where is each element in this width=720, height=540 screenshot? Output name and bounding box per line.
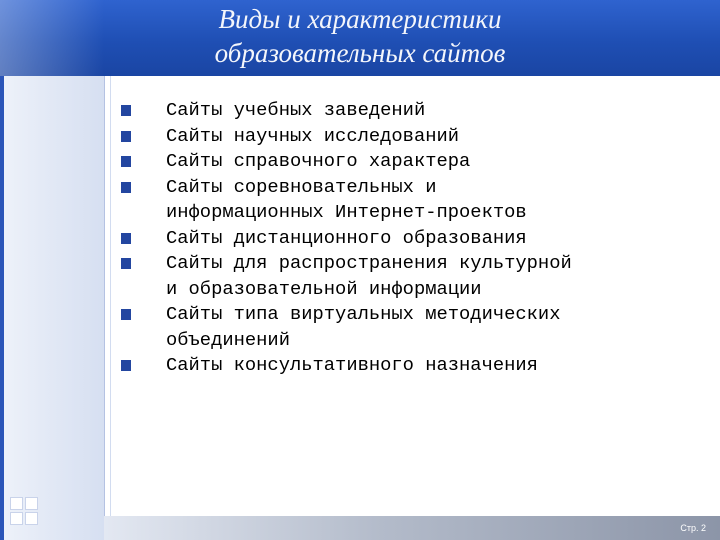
square-bullet-icon: [121, 258, 131, 269]
deco-square: [10, 497, 23, 510]
bullet-item: [118, 302, 708, 353]
left-sidebar-band: [0, 0, 104, 540]
square-bullet-icon: [121, 233, 131, 244]
bullet-text: Сайты учебных заведений: [166, 99, 426, 121]
square-bullet-icon: [121, 309, 131, 320]
bullet-text-continuation: объединений: [166, 328, 290, 351]
footer-bar: [104, 516, 720, 540]
page-number: Стр. 2: [680, 523, 706, 533]
square-bullet-icon: [121, 360, 131, 371]
bullet-item: [118, 98, 708, 124]
deco-square: [25, 512, 38, 525]
bullet-item: [118, 226, 708, 252]
bullet-text-continuation: информационных Интернет-проектов: [166, 201, 527, 223]
square-bullet-icon: [121, 156, 131, 167]
bullet-item: [118, 149, 708, 175]
sidebar-divider: [104, 0, 105, 540]
title-bar: [0, 0, 720, 76]
bullet-item: [118, 251, 708, 302]
bullet-item: [118, 353, 708, 379]
bullet-text-continuation: и образовательной информации: [166, 277, 482, 300]
left-edge-stripe: [0, 0, 4, 540]
decorative-squares-icon: [10, 497, 44, 531]
sidebar-divider-secondary: [110, 0, 111, 540]
bullet-text: Сайты справочного характера: [166, 150, 471, 172]
bullet-text: Сайты соревновательных и: [166, 175, 437, 198]
square-bullet-icon: [121, 105, 131, 116]
bullet-text: Сайты для распространения культурной: [166, 252, 572, 274]
deco-square: [10, 512, 23, 525]
bullet-text: Сайты научных исследований: [166, 124, 460, 147]
bullet-item: [118, 175, 708, 226]
slide-title-line: образовательных сайтов: [214, 38, 506, 68]
bullet-text: Сайты дистанционного образования: [166, 226, 527, 249]
bullet-item: [118, 124, 708, 150]
bullet-list: [118, 98, 708, 379]
square-bullet-icon: [121, 182, 131, 193]
slide-title-line: Виды и характеристики: [218, 4, 502, 34]
deco-square: [25, 497, 38, 510]
bullet-text: Сайты консультативного назначения: [166, 354, 538, 376]
square-bullet-icon: [121, 131, 131, 142]
slide-title: [0, 2, 720, 70]
bullet-text: Сайты типа виртуальных методических: [166, 303, 561, 325]
